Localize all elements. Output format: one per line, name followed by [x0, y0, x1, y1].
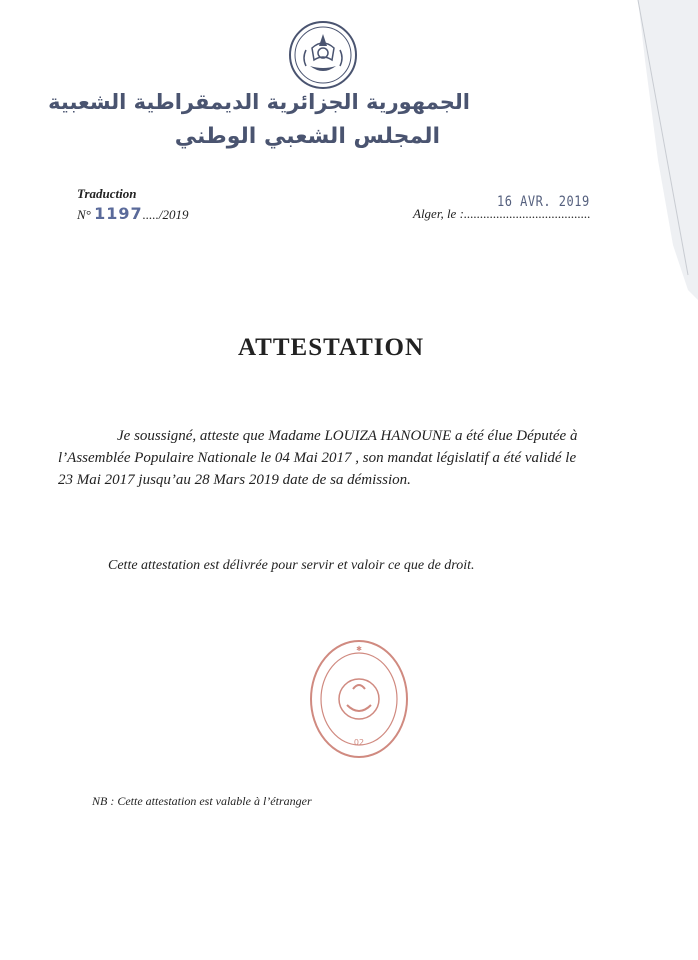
validity-note: NB : Cette attestation est valable à l’étranger — [92, 794, 312, 808]
place-date-dots: :....................................... — [459, 206, 591, 221]
body-line: l’Assemblée Populaire Nationale le 04 Mai 2017 , son mandat législatif a été validé le — [58, 450, 577, 466]
header-arabic-republic: الجمهورية الجزائرية الديمقراطية الشعبية — [48, 90, 470, 114]
svg-text:02: 02 — [353, 738, 365, 747]
attestation-body — [58, 425, 610, 491]
official-seal-icon — [307, 637, 412, 762]
purpose-statement: Cette attestation est délivrée pour servir et valoir ce que de droit. — [108, 558, 475, 573]
reference-number-year: /2019 — [158, 207, 189, 222]
reference-number-prefix: N° — [77, 207, 91, 222]
body-line: Je soussigné, atteste que Madame LOUIZA HANOUNE a été élue Députée à — [117, 428, 578, 444]
svg-text:✱: ✱ — [356, 645, 362, 653]
header-arabic-assembly: المجلس الشعبي الوطني — [174, 124, 440, 149]
reference-number-dots: ..... — [142, 207, 159, 222]
reference-number-handwritten: 1197 — [94, 204, 143, 223]
body-line: 23 Mai 2017 jusqu’au 28 Mars 2019 date de sa démission. — [58, 472, 411, 488]
folded-paper-edge — [498, 0, 698, 300]
document-title: ATTESTATION — [237, 334, 425, 361]
reference-number — [77, 204, 189, 223]
place-date-label: Alger, le — [413, 206, 457, 221]
translation-label: Traduction — [77, 186, 137, 201]
algeria-emblem-icon — [288, 20, 358, 90]
date-stamp: 16 AVR. 2019 — [497, 192, 590, 210]
